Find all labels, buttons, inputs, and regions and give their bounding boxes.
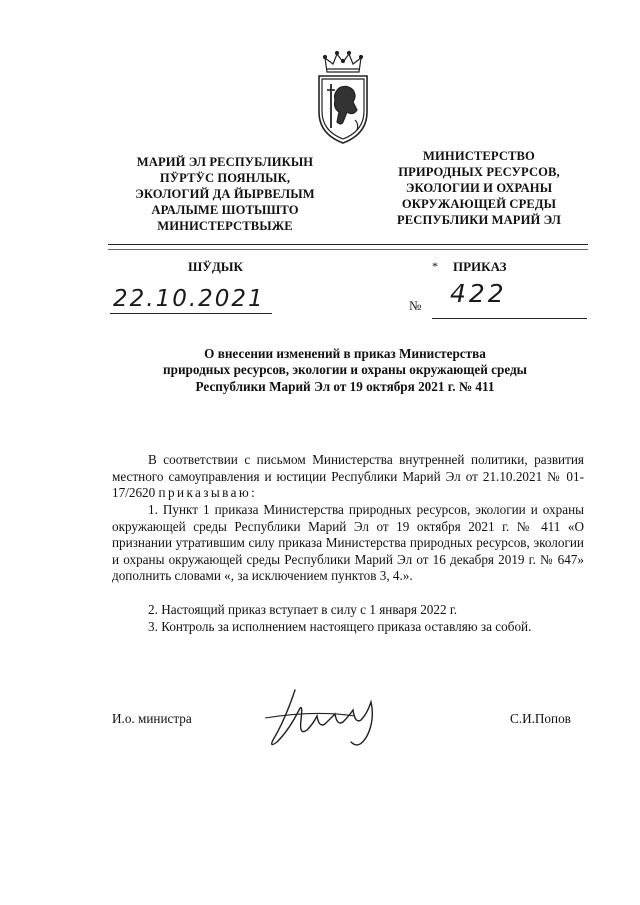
- header-left-line: МИНИСТЕРСТВЫЖЕ: [157, 219, 293, 233]
- header-left-line: АРАЛЫМЕ ШОТЫШТО: [151, 203, 299, 217]
- doc-type-mari: ШӰДЫК: [188, 259, 243, 274]
- number-sign: №: [409, 298, 422, 313]
- header-divider-thin: [108, 249, 588, 250]
- coat-of-arms-icon: [313, 50, 373, 146]
- signer-name: С.И.Попов: [510, 711, 571, 726]
- doc-type-russian: ПРИКАЗ: [453, 259, 507, 274]
- title-line: природных ресурсов, экологии и охраны окружающей среды: [163, 362, 527, 378]
- item-3-text: 3. Контроль за исполнением настоящего приказа оставляю за собой.: [148, 619, 532, 634]
- intro-text: В соответствии с письмом Министерства внутренней политики, развития местного самоуправления и юстиции Республики Марий Эл от 21.10.2021 № 01-17/2620: [112, 452, 584, 501]
- header-right-russian: [374, 148, 584, 228]
- document-title: [130, 346, 560, 395]
- body-item-3: [112, 619, 584, 636]
- body-intro-paragraph: [112, 452, 584, 502]
- body-item-1: [112, 502, 584, 585]
- header-right-line: ЭКОЛОГИИ И ОХРАНЫ: [405, 181, 553, 195]
- header-left-mari: [110, 154, 340, 234]
- body-item-2: [112, 602, 584, 619]
- header-left-line: ЭКОЛОГИЙ ДА ЙЫРВЕЛЫМ: [135, 187, 315, 201]
- item-1-text: 1. Пункт 1 приказа Министерства природных ресурсов, экологии и охраны окружающей среды Республики Марий Эл от 19 октября 2021 г. № 411 «О признании утратившим силу приказа Министерства природных ресурсов, экологии и охраны окружающей среды Республики Марий Эл от 16 декабря 2019 г. № 647» дополнить словами «, за исключением пунктов 3, 4.».: [112, 502, 584, 584]
- date-underline: [110, 313, 272, 314]
- header-right-line: РЕСПУБЛИКИ МАРИЙ ЭЛ: [397, 213, 561, 227]
- order-word: приказываю:: [158, 485, 258, 501]
- header-right-line: ОКРУЖАЮЩЕЙ СРЕДЫ: [401, 197, 557, 211]
- header-left-line: ПӰРТӰС ПОЯНЛЫК,: [159, 171, 291, 185]
- header-right-line: МИНИСТЕРСТВО: [423, 149, 535, 163]
- item-2-text: 2. Настоящий приказ вступает в силу с 1 января 2022 г.: [148, 602, 458, 617]
- doc-type-mark: *: [432, 259, 438, 273]
- title-line: О внесении изменений в приказ Министерства: [204, 346, 486, 361]
- header-left-line: МАРИЙ ЭЛ РЕСПУБЛИКЫН: [136, 155, 314, 169]
- date-handwritten: 22.10.2021: [113, 286, 265, 312]
- header-divider: [108, 244, 588, 245]
- title-line: Республики Марий Эл от 19 октября 2021 г. № 411: [195, 378, 495, 394]
- header-right-line: ПРИРОДНЫХ РЕСУРСОВ,: [398, 165, 560, 179]
- number-underline: [432, 318, 587, 319]
- number-handwritten: 422: [450, 279, 507, 308]
- handwritten-signature-icon: [255, 680, 405, 755]
- signer-role: И.о. министра: [112, 711, 192, 726]
